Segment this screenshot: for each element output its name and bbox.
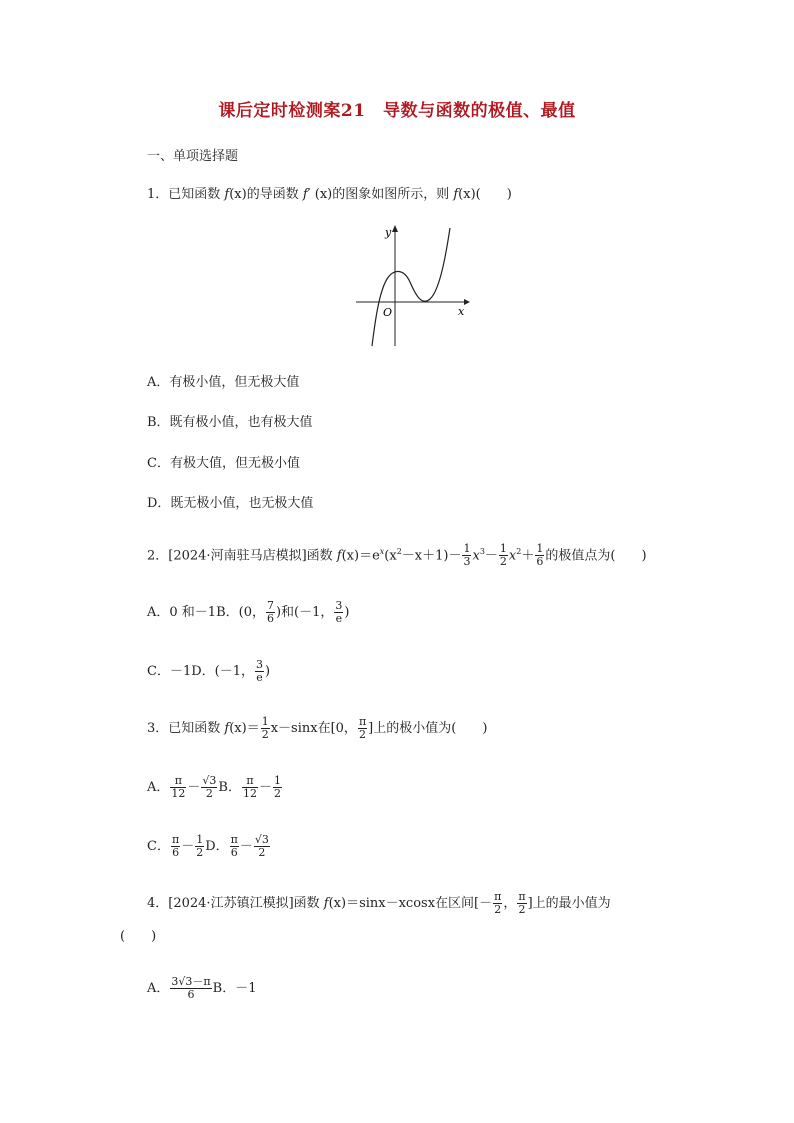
q1-option-d[interactable]: D．既无极小值，也无极大值	[147, 496, 314, 511]
q2-options-cd[interactable]: C．－1D．(－1， $\frac{3}{e}$ )	[147, 658, 271, 684]
fraction: $\frac{\pi}{6}$	[171, 833, 180, 859]
fraction: $\frac{\pi}{6}$	[230, 833, 238, 859]
fraction: $\frac{\pi}{2}$	[494, 890, 502, 916]
y-axis-label: y	[385, 226, 392, 239]
fraction: $\frac{7}{6}$	[266, 599, 274, 625]
fraction: $\frac{1}{3}$	[463, 542, 471, 569]
question-1-stem: 1．已知函数 f(x)的导函数 f′ (x)的图象如图所示，则 f(x)( )	[147, 187, 512, 202]
fraction: $\frac{1}{2}$	[261, 715, 269, 741]
q3-options-cd[interactable]: C． $\frac{\pi}{6}$ － $\frac{1}{2}$ D． $\frac{\pi}{6}$ － $\frac{√3}{2}$	[147, 833, 269, 859]
fraction: $\frac{\pi}{2}$	[518, 890, 526, 916]
fraction: $\frac{3}{e}$	[335, 599, 343, 625]
fraction: $\frac{\pi}{12}$	[171, 774, 186, 800]
q3-options-ab[interactable]: A． $\frac{\pi}{12}$ － $\frac{√3}{2}$ B． $\frac{\pi}{12}$ － $\frac{1}{2}$	[147, 774, 281, 800]
derivative-graph	[352, 224, 472, 349]
q1-option-a[interactable]: A．有极小值，但无极大值	[147, 375, 300, 390]
page-title: 课后定时检测案21 导数与函数的极值、最值	[218, 101, 576, 121]
q1-option-c[interactable]: C．有极大值，但无极小值	[147, 456, 300, 471]
q1-option-b[interactable]: B．既有极小值，也有极大值	[147, 415, 313, 430]
section-heading: 一、单项选择题	[147, 149, 239, 164]
fraction: $\frac{1}{2}$	[274, 774, 281, 800]
fraction: $\frac{1}{2}$	[196, 833, 204, 859]
fraction: $\frac{1}{6}$	[536, 542, 544, 569]
fraction: $\frac{√3}{2}$	[254, 833, 269, 859]
question-4-stem: 4．[2024·江苏镇江模拟]函数 f(x)＝sinx－xcosx在区间[－ $\frac{\pi}{2}$ ， $\frac{\pi}{2}$ ]上的最小值为	[147, 890, 611, 916]
fraction: $\frac{3√3-\pi}{6}$	[171, 975, 211, 1001]
fraction: $\frac{1}{2}$	[499, 542, 507, 569]
question-3-stem: 3．已知函数 f(x)＝ $\frac{1}{2}$ x－sinx在[0， $\frac{\pi}{2}$ ]上的极小值为( )	[147, 715, 488, 741]
q2-options-ab[interactable]: A．0 和－1B．(0， $\frac{7}{6}$ )和(－1， $\frac{3}{e}$ )	[147, 599, 350, 625]
fraction: $\frac{\pi}{2}$	[358, 715, 367, 741]
fraction: $\frac{\pi}{12}$	[242, 774, 257, 800]
fraction: $\frac{3}{e}$	[255, 658, 263, 684]
question-4-paren: ( )	[120, 929, 157, 944]
y-axis-arrow-icon	[392, 225, 398, 232]
q4-options-ab[interactable]: A． $\frac{3√3-\pi}{6}$ B．－1	[147, 975, 257, 1001]
fraction: $\frac{√3}{2}$	[202, 774, 217, 800]
question-2-stem: 2．[2024·河南驻马店模拟]函数 $f(x)=e^x(x^2-x+1)-$ $\frac{1}{3}$ $x^3-$ $\frac{1}{2}$ $x^2+$ $\frac{1}{6}$ 的极值点为( )	[147, 542, 647, 569]
origin-label: O	[383, 306, 393, 319]
curve-f-prime	[372, 228, 450, 346]
x-axis-label: x	[458, 305, 465, 318]
x-axis-arrow-icon	[464, 299, 470, 305]
